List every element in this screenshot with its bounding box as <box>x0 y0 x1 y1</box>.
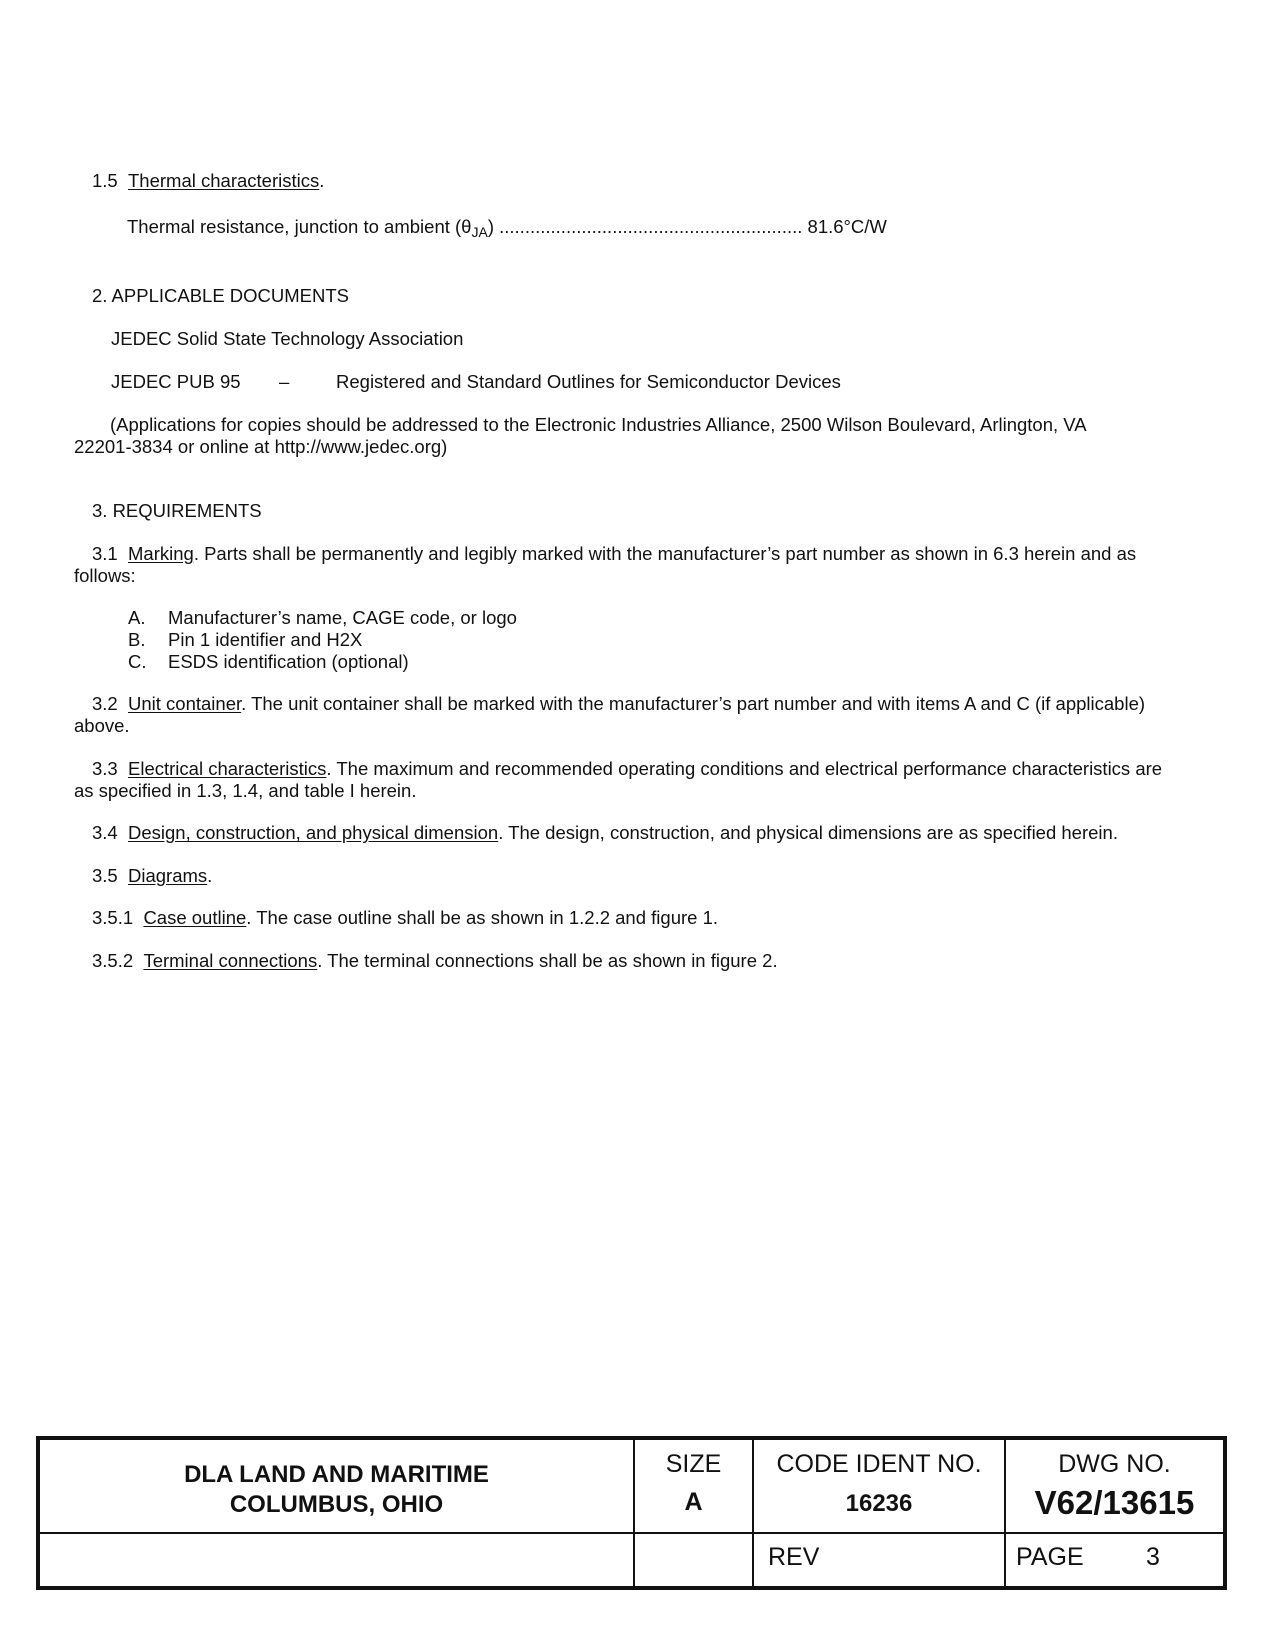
title-block-divider <box>40 1532 1223 1534</box>
section-title: Thermal characteristics <box>128 170 320 191</box>
paragraph-3-1: 3.1 Marking. Parts shall be permanently and legibly marked with the manufacturer’s part number as shown in 6.3 herein and as follows: <box>74 543 1137 586</box>
jedec-pub-dash: – <box>279 371 290 392</box>
page-label: PAGE <box>1016 1543 1084 1571</box>
paragraph-title: Terminal connections <box>143 950 318 971</box>
paragraph-3-3: 3.3 Electrical characteristics. The maximum and recommended operating conditions and electrical performance characteristics are as specified in 1.3, 1.4, and table I herein. <box>74 758 1163 801</box>
thermal-leader: ........................................................... <box>493 216 803 237</box>
thermal-label: Thermal resistance, junction to ambient (θ <box>127 216 472 237</box>
section-number: 1.5 <box>92 170 118 191</box>
section-3-heading: 3. REQUIREMENTS <box>92 500 262 521</box>
dwg-no-value: V62/13615 <box>1034 1484 1195 1521</box>
jedec-org: JEDEC Solid State Technology Association <box>111 328 464 349</box>
marking-item-text: Pin 1 identifier and H2X <box>168 629 363 650</box>
marking-item-text: Manufacturer’s name, CAGE code, or logo <box>168 607 517 628</box>
dwg-no-label: DWG NO. <box>1058 1450 1171 1478</box>
paragraph-3-2: 3.2 Unit container. The unit container shall be marked with the manufacturer’s part number and with items A and C (if applicable) above. <box>74 693 1146 736</box>
paragraph-title: Electrical characteristics <box>128 758 327 779</box>
paragraph-title: Diagrams <box>128 865 208 886</box>
jedec-pub-id: JEDEC PUB 95 <box>111 371 241 392</box>
agency-name: DLA LAND AND MARITIME COLUMBUS, OHIO <box>184 1461 489 1518</box>
section-2-heading: 2. APPLICABLE DOCUMENTS <box>92 285 350 306</box>
thermal-subscript: JA <box>471 224 488 240</box>
size-label: SIZE <box>665 1450 722 1478</box>
code-ident-label: CODE IDENT NO. <box>776 1450 982 1478</box>
paragraph-3-5: 3.5 Diagrams. <box>92 865 213 886</box>
paragraph-title: Unit container <box>128 693 242 714</box>
marking-item-letter: A. <box>128 607 146 628</box>
section-1-5-heading: 1.5 Thermal characteristics. <box>92 170 325 191</box>
jedec-pub-title: Registered and Standard Outlines for Semiconductor Devices <box>336 371 841 392</box>
copies-note: (Applications for copies should be addressed to the Electronic Industries Alliance, 2500 Wilson Boulevard, Arlington, VA 22201-3834 or online at http://www.jedec.org) <box>74 414 1086 457</box>
paragraph-title: Case outline <box>143 907 247 928</box>
paragraph-3-5-2: 3.5.2 Terminal connections. The terminal connections shall be as shown in figure 2. <box>92 950 778 971</box>
paragraph-3-4: 3.4 Design, construction, and physical dimension. The design, construction, and physical dimensions are as specified herein. <box>92 822 1118 843</box>
marking-item-letter: C. <box>128 651 147 672</box>
paragraph-3-5-1: 3.5.1 Case outline. The case outline shall be as shown in 1.2.2 and figure 1. <box>92 907 718 928</box>
marking-item-letter: B. <box>128 629 146 650</box>
thermal-value: 81.6°C/W <box>802 216 887 237</box>
paragraph-title: Marking <box>128 543 194 564</box>
paragraph-title: Design, construction, and physical dimension <box>128 822 499 843</box>
code-ident-value: 16236 <box>845 1490 913 1517</box>
rev-label: REV <box>768 1543 820 1571</box>
page-number: 3 <box>1146 1543 1160 1571</box>
title-block <box>36 1436 1227 1590</box>
marking-item-text: ESDS identification (optional) <box>168 651 409 672</box>
size-value: A <box>684 1488 703 1516</box>
thermal-resistance-line: Thermal resistance, junction to ambient $(\theta_{JA})$ ........................................................... 81.6°C/W <box>127 216 887 240</box>
